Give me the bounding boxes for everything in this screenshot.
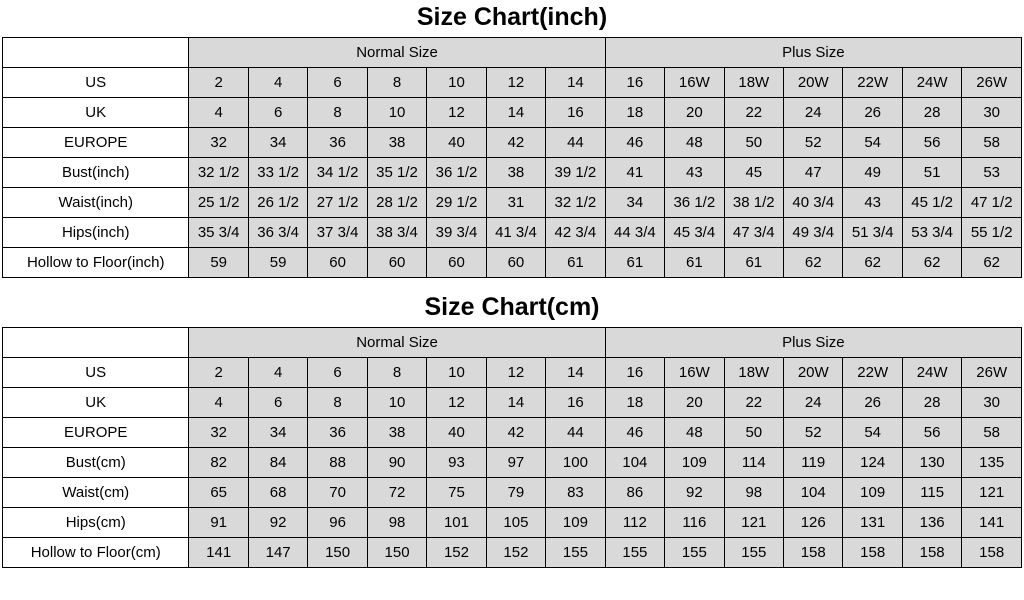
- table-cell: 10: [367, 388, 426, 418]
- table-cell: 104: [784, 478, 843, 508]
- corner-cell: [3, 38, 189, 68]
- group-header-normal: Normal Size: [189, 38, 605, 68]
- table-cell: 47 1/2: [962, 188, 1022, 218]
- table-cell: 35 3/4: [189, 218, 248, 248]
- table-cell: 48: [665, 418, 724, 448]
- table-cell: 20W: [784, 68, 843, 98]
- table-cell: 152: [486, 538, 545, 568]
- table-cell: 44: [546, 418, 605, 448]
- section-spacer: [0, 278, 1024, 290]
- table-cell: 130: [902, 448, 961, 478]
- row-label: Bust(inch): [3, 158, 189, 188]
- table-cell: 131: [843, 508, 902, 538]
- table-cell: 24: [784, 388, 843, 418]
- table-row: [3, 448, 1022, 478]
- table-cell: 59: [248, 248, 307, 278]
- table-cell: 6: [308, 68, 367, 98]
- table-cell: 6: [308, 358, 367, 388]
- table-cell: 115: [902, 478, 961, 508]
- table-cell: 150: [367, 538, 426, 568]
- table-cell: 152: [427, 538, 486, 568]
- table-cell: 60: [486, 248, 545, 278]
- table-cell: 45 1/2: [902, 188, 961, 218]
- table-cell: 150: [308, 538, 367, 568]
- table-cell: 28 1/2: [367, 188, 426, 218]
- table-row: [3, 388, 1022, 418]
- table-cell: 38: [486, 158, 545, 188]
- row-label: UK: [3, 98, 189, 128]
- table-cell: 97: [486, 448, 545, 478]
- table-cell: 58: [962, 418, 1022, 448]
- table-cell: 42: [486, 128, 545, 158]
- table-cell: 10: [427, 358, 486, 388]
- table-cell: 16: [605, 68, 664, 98]
- table-cell: 37 3/4: [308, 218, 367, 248]
- table-cell: 32: [189, 418, 248, 448]
- table-cell: 93: [427, 448, 486, 478]
- table-cell: 32: [189, 128, 248, 158]
- table-cell: 119: [784, 448, 843, 478]
- table-cell: 24W: [902, 358, 961, 388]
- table-cell: 16W: [665, 68, 724, 98]
- table-cell: 98: [367, 508, 426, 538]
- table-cell: 12: [486, 68, 545, 98]
- table-cell: 26: [843, 98, 902, 128]
- table-cell: 45 3/4: [665, 218, 724, 248]
- row-label: Hips(cm): [3, 508, 189, 538]
- table-cell: 6: [248, 388, 307, 418]
- table-cell: 16: [546, 388, 605, 418]
- table-cell: 155: [605, 538, 664, 568]
- table-cell: 59: [189, 248, 248, 278]
- table-cell: 56: [902, 418, 961, 448]
- table-cell: 26 1/2: [248, 188, 307, 218]
- table-cell: 39 3/4: [427, 218, 486, 248]
- table-cell: 39 1/2: [546, 158, 605, 188]
- table-cell: 26W: [962, 358, 1022, 388]
- table-cell: 121: [724, 508, 783, 538]
- table-cell: 62: [962, 248, 1022, 278]
- row-label: Bust(cm): [3, 448, 189, 478]
- table-cell: 36: [308, 128, 367, 158]
- table-cell: 158: [962, 538, 1022, 568]
- table-cell: 53: [962, 158, 1022, 188]
- table-cell: 12: [427, 388, 486, 418]
- table-cell: 109: [665, 448, 724, 478]
- group-header-plus: Plus Size: [605, 328, 1021, 358]
- table-cell: 100: [546, 448, 605, 478]
- table-cell: 155: [665, 538, 724, 568]
- table-cell: 28: [902, 388, 961, 418]
- table-cell: 14: [486, 388, 545, 418]
- table-cell: 2: [189, 68, 248, 98]
- table-cell: 10: [427, 68, 486, 98]
- table-cell: 8: [308, 388, 367, 418]
- table-cell: 38: [367, 418, 426, 448]
- table-cell: 14: [486, 98, 545, 128]
- table-cell: 4: [248, 68, 307, 98]
- table-cell: 24W: [902, 68, 961, 98]
- table-cell: 62: [843, 248, 902, 278]
- size-chart-block: [0, 290, 1024, 568]
- table-cell: 61: [605, 248, 664, 278]
- table-cell: 43: [843, 188, 902, 218]
- table-cell: 105: [486, 508, 545, 538]
- table-cell: 16: [605, 358, 664, 388]
- row-label: EUROPE: [3, 418, 189, 448]
- table-cell: 58: [962, 128, 1022, 158]
- table-cell: 62: [902, 248, 961, 278]
- table-row: [3, 158, 1022, 188]
- table-cell: 136: [902, 508, 961, 538]
- table-cell: 54: [843, 128, 902, 158]
- table-cell: 18W: [724, 358, 783, 388]
- table-cell: 116: [665, 508, 724, 538]
- table-cell: 46: [605, 128, 664, 158]
- table-cell: 44 3/4: [605, 218, 664, 248]
- table-cell: 124: [843, 448, 902, 478]
- table-cell: 86: [605, 478, 664, 508]
- table-cell: 91: [189, 508, 248, 538]
- table-cell: 158: [902, 538, 961, 568]
- table-cell: 52: [784, 128, 843, 158]
- table-cell: 92: [248, 508, 307, 538]
- group-header-normal: Normal Size: [189, 328, 605, 358]
- table-cell: 109: [843, 478, 902, 508]
- table-cell: 34: [248, 418, 307, 448]
- size-table: [2, 37, 1022, 278]
- table-cell: 18: [605, 388, 664, 418]
- table-cell: 24: [784, 98, 843, 128]
- table-cell: 43: [665, 158, 724, 188]
- table-row: [3, 218, 1022, 248]
- table-row: [3, 188, 1022, 218]
- table-cell: 155: [724, 538, 783, 568]
- table-cell: 65: [189, 478, 248, 508]
- table-cell: 22: [724, 388, 783, 418]
- corner-cell: [3, 328, 189, 358]
- group-header-row: [3, 38, 1022, 68]
- table-cell: 158: [843, 538, 902, 568]
- table-cell: 20: [665, 98, 724, 128]
- table-row: [3, 418, 1022, 448]
- table-cell: 147: [248, 538, 307, 568]
- table-cell: 31: [486, 188, 545, 218]
- table-cell: 114: [724, 448, 783, 478]
- table-cell: 83: [546, 478, 605, 508]
- table-cell: 28: [902, 98, 961, 128]
- table-cell: 55 1/2: [962, 218, 1022, 248]
- table-cell: 141: [962, 508, 1022, 538]
- table-cell: 38 3/4: [367, 218, 426, 248]
- table-cell: 48: [665, 128, 724, 158]
- table-cell: 79: [486, 478, 545, 508]
- table-cell: 92: [665, 478, 724, 508]
- table-cell: 62: [784, 248, 843, 278]
- table-row: [3, 68, 1022, 98]
- table-cell: 61: [724, 248, 783, 278]
- table-cell: 40: [427, 418, 486, 448]
- table-cell: 54: [843, 418, 902, 448]
- table-cell: 20W: [784, 358, 843, 388]
- table-cell: 30: [962, 98, 1022, 128]
- table-cell: 121: [962, 478, 1022, 508]
- table-cell: 27 1/2: [308, 188, 367, 218]
- row-label: EUROPE: [3, 128, 189, 158]
- table-cell: 36 1/2: [427, 158, 486, 188]
- table-cell: 40 3/4: [784, 188, 843, 218]
- table-cell: 30: [962, 388, 1022, 418]
- table-row: [3, 98, 1022, 128]
- table-cell: 44: [546, 128, 605, 158]
- table-cell: 4: [248, 358, 307, 388]
- table-cell: 68: [248, 478, 307, 508]
- table-cell: 90: [367, 448, 426, 478]
- size-table: [2, 327, 1022, 568]
- table-cell: 75: [427, 478, 486, 508]
- table-cell: 25 1/2: [189, 188, 248, 218]
- table-cell: 18: [605, 98, 664, 128]
- table-cell: 26W: [962, 68, 1022, 98]
- table-cell: 82: [189, 448, 248, 478]
- table-cell: 46: [605, 418, 664, 448]
- row-label: Waist(cm): [3, 478, 189, 508]
- table-cell: 16W: [665, 358, 724, 388]
- table-cell: 72: [367, 478, 426, 508]
- table-cell: 36: [308, 418, 367, 448]
- table-cell: 56: [902, 128, 961, 158]
- table-cell: 47 3/4: [724, 218, 783, 248]
- table-cell: 51: [902, 158, 961, 188]
- table-cell: 41: [605, 158, 664, 188]
- table-cell: 60: [367, 248, 426, 278]
- table-cell: 88: [308, 448, 367, 478]
- table-cell: 61: [665, 248, 724, 278]
- table-cell: 155: [546, 538, 605, 568]
- table-cell: 84: [248, 448, 307, 478]
- table-cell: 60: [427, 248, 486, 278]
- table-cell: 8: [367, 358, 426, 388]
- group-header-row: [3, 328, 1022, 358]
- size-chart-block: [0, 0, 1024, 278]
- table-cell: 32 1/2: [189, 158, 248, 188]
- table-cell: 70: [308, 478, 367, 508]
- table-cell: 8: [308, 98, 367, 128]
- table-cell: 14: [546, 68, 605, 98]
- table-cell: 34 1/2: [308, 158, 367, 188]
- table-row: [3, 508, 1022, 538]
- table-cell: 34: [248, 128, 307, 158]
- table-cell: 51 3/4: [843, 218, 902, 248]
- row-label: Hips(inch): [3, 218, 189, 248]
- table-cell: 60: [308, 248, 367, 278]
- table-cell: 22W: [843, 358, 902, 388]
- table-cell: 22: [724, 98, 783, 128]
- table-cell: 53 3/4: [902, 218, 961, 248]
- row-label: Hollow to Floor(inch): [3, 248, 189, 278]
- table-cell: 12: [486, 358, 545, 388]
- table-row: [3, 478, 1022, 508]
- table-cell: 96: [308, 508, 367, 538]
- table-cell: 8: [367, 68, 426, 98]
- table-cell: 33 1/2: [248, 158, 307, 188]
- table-cell: 20: [665, 388, 724, 418]
- table-cell: 14: [546, 358, 605, 388]
- table-cell: 109: [546, 508, 605, 538]
- table-cell: 104: [605, 448, 664, 478]
- table-cell: 141: [189, 538, 248, 568]
- table-cell: 35 1/2: [367, 158, 426, 188]
- table-row: [3, 538, 1022, 568]
- table-cell: 16: [546, 98, 605, 128]
- table-cell: 45: [724, 158, 783, 188]
- table-cell: 101: [427, 508, 486, 538]
- table-cell: 158: [784, 538, 843, 568]
- table-cell: 135: [962, 448, 1022, 478]
- table-cell: 41 3/4: [486, 218, 545, 248]
- table-cell: 36 1/2: [665, 188, 724, 218]
- table-cell: 61: [546, 248, 605, 278]
- table-cell: 18W: [724, 68, 783, 98]
- table-cell: 42 3/4: [546, 218, 605, 248]
- table-cell: 29 1/2: [427, 188, 486, 218]
- table-cell: 36 3/4: [248, 218, 307, 248]
- group-header-plus: Plus Size: [605, 38, 1021, 68]
- table-cell: 4: [189, 388, 248, 418]
- chart-title: Size Chart(cm): [424, 293, 600, 321]
- table-cell: 22W: [843, 68, 902, 98]
- chart-title: Size Chart(inch): [416, 3, 608, 31]
- table-row: [3, 248, 1022, 278]
- table-cell: 10: [367, 98, 426, 128]
- table-cell: 38: [367, 128, 426, 158]
- table-cell: 34: [605, 188, 664, 218]
- table-cell: 38 1/2: [724, 188, 783, 218]
- table-row: [3, 128, 1022, 158]
- table-cell: 50: [724, 128, 783, 158]
- table-row: [3, 358, 1022, 388]
- table-cell: 49 3/4: [784, 218, 843, 248]
- table-cell: 2: [189, 358, 248, 388]
- row-label: US: [3, 358, 189, 388]
- table-cell: 98: [724, 478, 783, 508]
- table-cell: 126: [784, 508, 843, 538]
- table-cell: 49: [843, 158, 902, 188]
- table-cell: 40: [427, 128, 486, 158]
- table-cell: 26: [843, 388, 902, 418]
- table-cell: 32 1/2: [546, 188, 605, 218]
- table-cell: 42: [486, 418, 545, 448]
- row-label: US: [3, 68, 189, 98]
- table-cell: 6: [248, 98, 307, 128]
- table-cell: 50: [724, 418, 783, 448]
- row-label: UK: [3, 388, 189, 418]
- table-cell: 112: [605, 508, 664, 538]
- row-label: Hollow to Floor(cm): [3, 538, 189, 568]
- table-cell: 12: [427, 98, 486, 128]
- table-cell: 47: [784, 158, 843, 188]
- table-cell: 4: [189, 98, 248, 128]
- table-cell: 52: [784, 418, 843, 448]
- row-label: Waist(inch): [3, 188, 189, 218]
